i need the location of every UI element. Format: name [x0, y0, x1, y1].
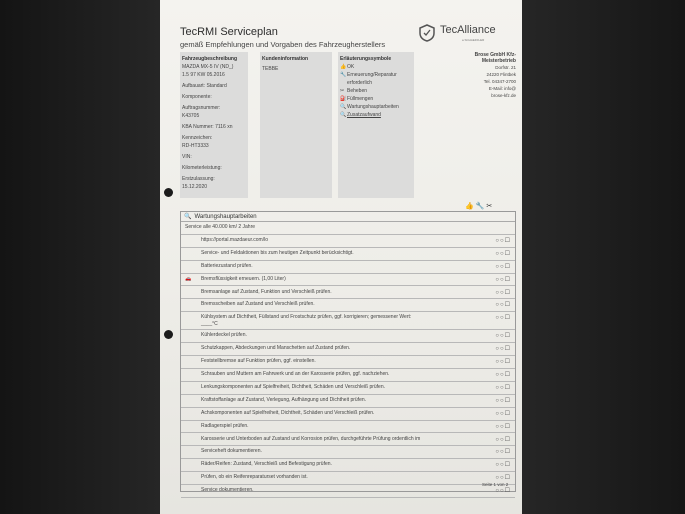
- page-number: Seite 1 von 2: [482, 482, 509, 487]
- task-checkboxes[interactable]: ○○☐: [495, 449, 511, 456]
- legend-main-work: 🔍Wartungshauptarbeiten: [340, 104, 399, 110]
- order-label: Auftragsnummer:: [182, 105, 221, 111]
- task-checkboxes[interactable]: ○○☐: [495, 315, 511, 322]
- task-checkboxes[interactable]: ○○☐: [495, 397, 511, 404]
- task-label: Karosserie und Unterboden auf Zustand und Korrosion prüfen, durchgeführte Prüfung ordentlich im: [201, 435, 421, 442]
- registration-value: 15.12.2020: [182, 184, 208, 190]
- task-label: https://portal.mazdaeur.com/lo: [201, 236, 268, 243]
- task-checkboxes[interactable]: ○○☐: [495, 436, 511, 443]
- shield-logo-icon: [418, 24, 436, 42]
- punch-hole: [164, 188, 173, 197]
- task-checkboxes[interactable]: ○○☐: [495, 250, 511, 257]
- task-row: [181, 299, 515, 312]
- task-label: Radlagerspiel prüfen.: [201, 422, 249, 429]
- dealer-web: brose-kfz.de: [491, 93, 516, 98]
- search-icon: 🔍: [340, 112, 347, 118]
- thumbs-up-icon: 👍: [340, 64, 347, 70]
- registration-label: Erstzulassung:: [182, 176, 215, 182]
- plate-value: RD-HT3333: [182, 143, 209, 149]
- dealer-name-2: Meisterbetrieb: [481, 58, 516, 64]
- symbol-legend-panel: [338, 52, 414, 198]
- task-label: Schutzkappen, Abdeckungen und Manschetten auf Zustand prüfen.: [201, 345, 351, 352]
- task-row: [181, 343, 515, 356]
- dealer-email: E-Mail: info@: [488, 86, 516, 91]
- task-checkboxes[interactable]: ○○☐: [495, 333, 511, 340]
- wrench-icon: 🔧: [340, 72, 347, 78]
- task-label: Lenkungskomponenten auf Spielfreiheit, Dichtheit, Schäden und Verschleiß prüfen.: [201, 383, 386, 390]
- task-label: Bremsflüssigkeit erneuern. (1,00 Liter): [201, 275, 286, 282]
- task-checkboxes[interactable]: ○○☐: [495, 410, 511, 417]
- repair-icon: ✂: [340, 88, 345, 94]
- task-row: [181, 248, 515, 261]
- task-checkboxes[interactable]: ○○☐: [495, 346, 511, 353]
- search-icon: 🔍: [184, 214, 192, 220]
- task-row: [181, 235, 515, 248]
- task-row: [181, 312, 515, 330]
- dealer-city: 24220 Flintbek: [486, 72, 516, 77]
- task-row: [181, 446, 515, 459]
- task-label: Service- und Feldaktionen bis zum heutigen Zeitpunkt berücksichtigt.: [201, 249, 354, 256]
- measured-value-field[interactable]: ____°C: [201, 321, 218, 328]
- vehicle-heading: Fahrzeugbeschreibung: [182, 56, 238, 62]
- task-header-icons: 👍🔧✂: [465, 203, 495, 210]
- vehicle-component: Komponente:: [182, 94, 212, 100]
- task-row: [181, 421, 515, 434]
- logo-subtext: a SCHAEFFLER: [462, 38, 485, 42]
- task-label: Feststellbremse auf Funktion prüfen, ggf. einstellen.: [201, 358, 316, 365]
- maintenance-task-table: [180, 211, 516, 495]
- vehicle-trim: Aufbauart: Standard: [182, 83, 227, 89]
- legend-fix: ✂ Beheben: [340, 88, 368, 94]
- vehicle-description-panel: [180, 52, 248, 198]
- task-row: [181, 382, 515, 395]
- plate-label: Kennzeichen:: [182, 135, 213, 141]
- search-icon: 🔍: [340, 104, 347, 110]
- vin-label: VIN:: [182, 154, 192, 160]
- task-checkboxes[interactable]: ○○☐: [495, 289, 511, 296]
- task-checkboxes[interactable]: ○○☐: [495, 263, 511, 270]
- dealer-name: Brose GmbH Kfz-: [474, 52, 516, 58]
- task-label: Kühlerdeckel prüfen.: [201, 332, 247, 339]
- page-title: TecRMI Serviceplan: [180, 26, 278, 38]
- task-label: Serviceheft dokumentieren.: [201, 448, 262, 455]
- task-row: [181, 434, 515, 447]
- vehicle-engine: 1.5 97 KW 05.2016: [182, 72, 225, 78]
- vehicle-model: MAZDA MX-5 IV (ND_): [182, 64, 234, 70]
- order-value: K43705: [182, 113, 200, 119]
- customer-info-panel: [260, 52, 332, 198]
- task-row: [181, 369, 515, 382]
- fill-icon: ⛽: [340, 96, 347, 102]
- task-row: [181, 222, 515, 235]
- task-label: Service alle 40.000 km/ 2 Jahre: [185, 224, 256, 230]
- task-table-title: 🔍 Wartungshauptarbeiten: [181, 212, 515, 222]
- task-row: [181, 459, 515, 472]
- task-label: Achskomponenten auf Spielfreiheit, Dichtheit, Schäden und Verschleiß prüfen.: [201, 409, 375, 416]
- task-checkboxes[interactable]: ○○☐: [495, 423, 511, 430]
- dealer-phone: Tel. 04347-2700: [483, 79, 516, 84]
- task-checkboxes[interactable]: ○○☐: [495, 488, 511, 495]
- km-label: Kilometerleistung:: [182, 165, 222, 171]
- kba-number: KBA Nummer: 7116 xn: [182, 124, 233, 130]
- task-checkboxes[interactable]: ○○☐: [495, 462, 511, 469]
- task-label: Schrauben und Muttern am Fahrwerk und an der Karosserie prüfen, ggf. nachziehen.: [201, 371, 390, 377]
- tecalliance-logo: [418, 24, 516, 44]
- task-row: [181, 330, 515, 343]
- dealer-address: [430, 52, 516, 99]
- task-label: Prüfen, ob ein Reifenreparaturset vorhanden ist.: [201, 474, 308, 481]
- task-checkboxes[interactable]: ○○☐: [495, 475, 511, 482]
- background-right: [522, 0, 685, 514]
- background-left: [0, 0, 160, 514]
- legend-fluids: ⛽Füllmengen: [340, 96, 374, 102]
- task-row: [181, 287, 515, 300]
- customer-heading: Kundeninformation: [262, 56, 309, 62]
- task-checkboxes[interactable]: ○○☐: [495, 384, 511, 391]
- document-page: [160, 0, 522, 514]
- task-row: [181, 485, 515, 498]
- customer-name: TEBBE: [262, 66, 279, 72]
- car-icon: 🚗: [185, 275, 192, 282]
- task-label: Bremsanlage auf Zustand, Funktion und Verschleiß prüfen.: [201, 288, 332, 295]
- task-checkboxes[interactable]: ○○☐: [495, 276, 511, 283]
- legend-repair-cont: erforderlich: [347, 80, 373, 86]
- task-row: [181, 356, 515, 369]
- task-label: Räder/Reifen: Zustand, Verschleiß und Befestigung prüfen.: [201, 461, 332, 468]
- task-checkboxes[interactable]: ○○☐: [495, 372, 511, 378]
- punch-hole: [164, 330, 173, 339]
- task-checkboxes[interactable]: ○○☐: [495, 237, 511, 244]
- task-label: Service dokumentieren.: [201, 487, 254, 494]
- legend-ok: 👍OK: [340, 64, 355, 70]
- legend-extra-work: 🔍Zusatzaufwand: [340, 112, 381, 118]
- task-label: Bremsscheiben auf Zustand und Verschleiß prüfen.: [201, 301, 315, 308]
- task-checkboxes[interactable]: ○○☐: [495, 359, 511, 366]
- task-row: [181, 472, 515, 485]
- dealer-street: Dorfstr. 21: [495, 65, 516, 70]
- page-subtitle: gemäß Empfehlungen und Vorgaben des Fahrzeugherstellers: [180, 40, 386, 49]
- task-label: Kühlsystem auf Dichtheit, Füllstand und Frostschutz prüfen, ggf. korrigieren; gemessener Wert:: [201, 314, 412, 321]
- symbols-heading: Erläuterungssymbole: [340, 56, 392, 62]
- task-label: Kraftstoffanlage auf Zustand, Verlegung, Aufhängung und Dichtheit prüfen.: [201, 396, 367, 403]
- task-row: [181, 261, 515, 274]
- task-checkboxes[interactable]: ○○☐: [495, 302, 511, 309]
- logo-text: TecAlliance: [440, 24, 496, 36]
- legend-repair: 🔧Erneuerung/Reparatur: [340, 72, 397, 78]
- task-row: [181, 395, 515, 408]
- task-row: [181, 274, 515, 287]
- task-row: [181, 408, 515, 421]
- task-label: Batteriezustand prüfen.: [201, 262, 253, 269]
